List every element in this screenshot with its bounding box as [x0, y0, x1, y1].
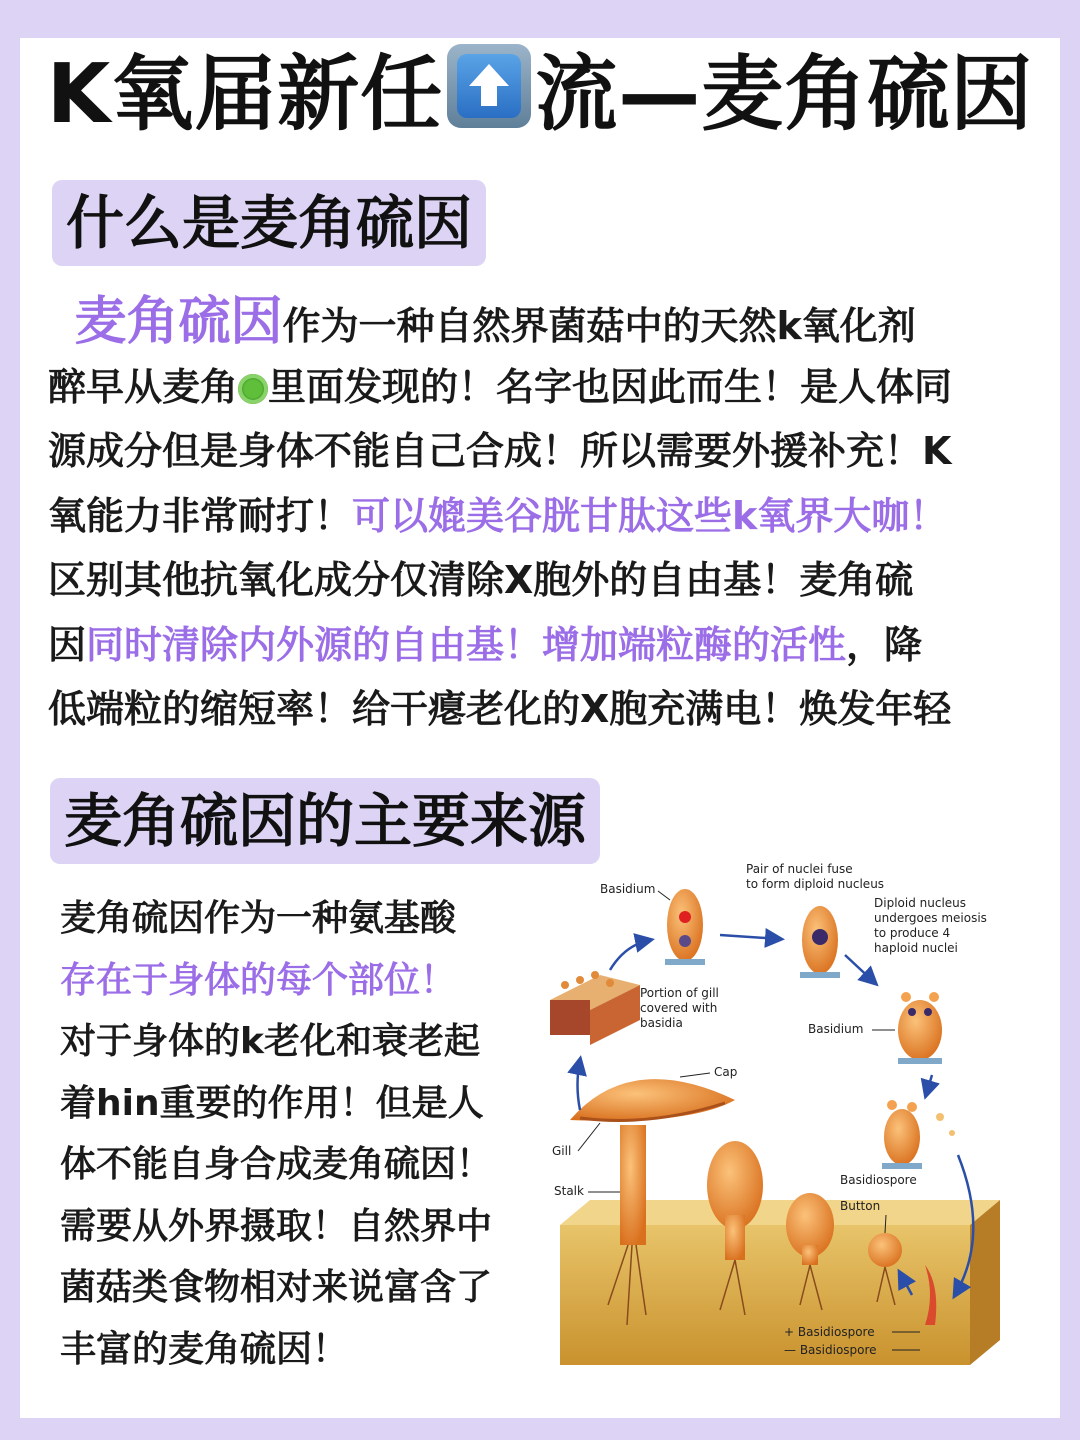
label-basidium-right: Basidium — [808, 1022, 864, 1036]
highlight-text: 存在于身体的每个部位！ — [60, 959, 457, 1001]
label-fuse-1: Pair of nuclei fuse — [746, 862, 853, 876]
text-line: 麦角硫因作为一种氨基酸 — [60, 898, 457, 939]
label-cap: Cap — [714, 1065, 738, 1079]
label-button: Button — [840, 1199, 881, 1213]
text-span: 因 — [48, 622, 87, 667]
mushroom-lifecycle-diagram — [540, 855, 1020, 1375]
section-heading-source: 麦角硫因的主要来源 — [50, 778, 600, 864]
label-meiosis-4: haploid nuclei — [874, 941, 958, 955]
label-gill: Gill — [552, 1144, 572, 1158]
text-line — [48, 355, 1038, 420]
text-span: 里面发现的！名字也因此而生！是人体同 — [268, 364, 953, 409]
source-paragraph — [60, 888, 540, 1380]
virus-icon — [238, 374, 268, 404]
basidium-stage-1 — [665, 889, 705, 965]
text-span: 醉早从麦角 — [48, 364, 239, 409]
section-heading-what: 什么是麦角硫因 — [52, 180, 486, 266]
text-line — [48, 677, 1038, 742]
label-meiosis-3: to produce 4 — [874, 926, 951, 940]
label-gill-1: Portion of gill — [640, 986, 719, 1000]
highlight-term: 麦角硫因 — [74, 292, 283, 352]
text-span: 低端粒的缩短率！给干瘪老化的X胞充满电！焕发年轻 — [48, 687, 952, 731]
label-gill-2: covered with — [640, 1001, 718, 1015]
text-span: ，降 — [846, 622, 923, 667]
label-basidiospore: Basidiospore — [840, 1173, 917, 1187]
label-minus-basidiospore: — Basidiospore — [784, 1343, 877, 1357]
label-basidium-top: Basidium — [600, 882, 656, 896]
title-before: K氧届新任 — [46, 47, 444, 142]
title-after: 流—麦角硫因 — [535, 47, 1034, 142]
basidium-stage-4 — [882, 1100, 955, 1169]
text-span: 氧能力非常耐打！ — [48, 493, 353, 538]
highlight-text: 同时清除内外源的自由基！增加端粒酶的活性 — [86, 622, 847, 667]
highlight-text: 可以媲美谷胱甘肽这些k氧界大咖！ — [352, 493, 948, 538]
text-span: 作为一种自然界菌菇中的天然k氧化剂 — [282, 304, 916, 348]
label-meiosis-2: undergoes meiosis — [874, 911, 987, 925]
page-title — [0, 40, 1080, 150]
intro-paragraph — [48, 290, 1038, 742]
text-line — [48, 484, 1038, 549]
text-span: 区别其他抗氧化成分仅清除X胞外的自由基！麦角硫 — [48, 558, 914, 602]
label-fuse-2: to form diploid nucleus — [746, 877, 885, 891]
text-line: 体不能自身合成麦角硫因！ — [60, 1144, 493, 1185]
up-arrow-icon — [447, 44, 531, 128]
basidium-stage-2 — [800, 906, 840, 978]
label-meiosis-1: Diploid nucleus — [874, 896, 967, 910]
text-line: 对于身体的k老化和衰老起 — [60, 1021, 480, 1062]
label-stalk: Stalk — [554, 1184, 584, 1198]
text-line — [48, 290, 1038, 355]
text-line: 菌菇类食物相对来说富含了 — [60, 1267, 493, 1308]
text-line — [48, 613, 1038, 678]
text-line: 着hin重要的作用！但是人 — [60, 1082, 484, 1124]
label-plus-basidiospore: + Basidiospore — [784, 1325, 875, 1339]
basidium-stage-3 — [898, 992, 942, 1064]
text-line — [48, 419, 1038, 484]
text-span: 源成分但是身体不能自己合成！所以需要外援补充！K — [48, 429, 952, 473]
label-gill-3: basidia — [640, 1016, 683, 1030]
text-line — [48, 548, 1038, 613]
text-line: 需要从外界摄取！自然界中 — [60, 1205, 493, 1247]
text-line: 丰富的麦角硫因！ — [60, 1328, 349, 1370]
gill-slab — [550, 971, 640, 1045]
